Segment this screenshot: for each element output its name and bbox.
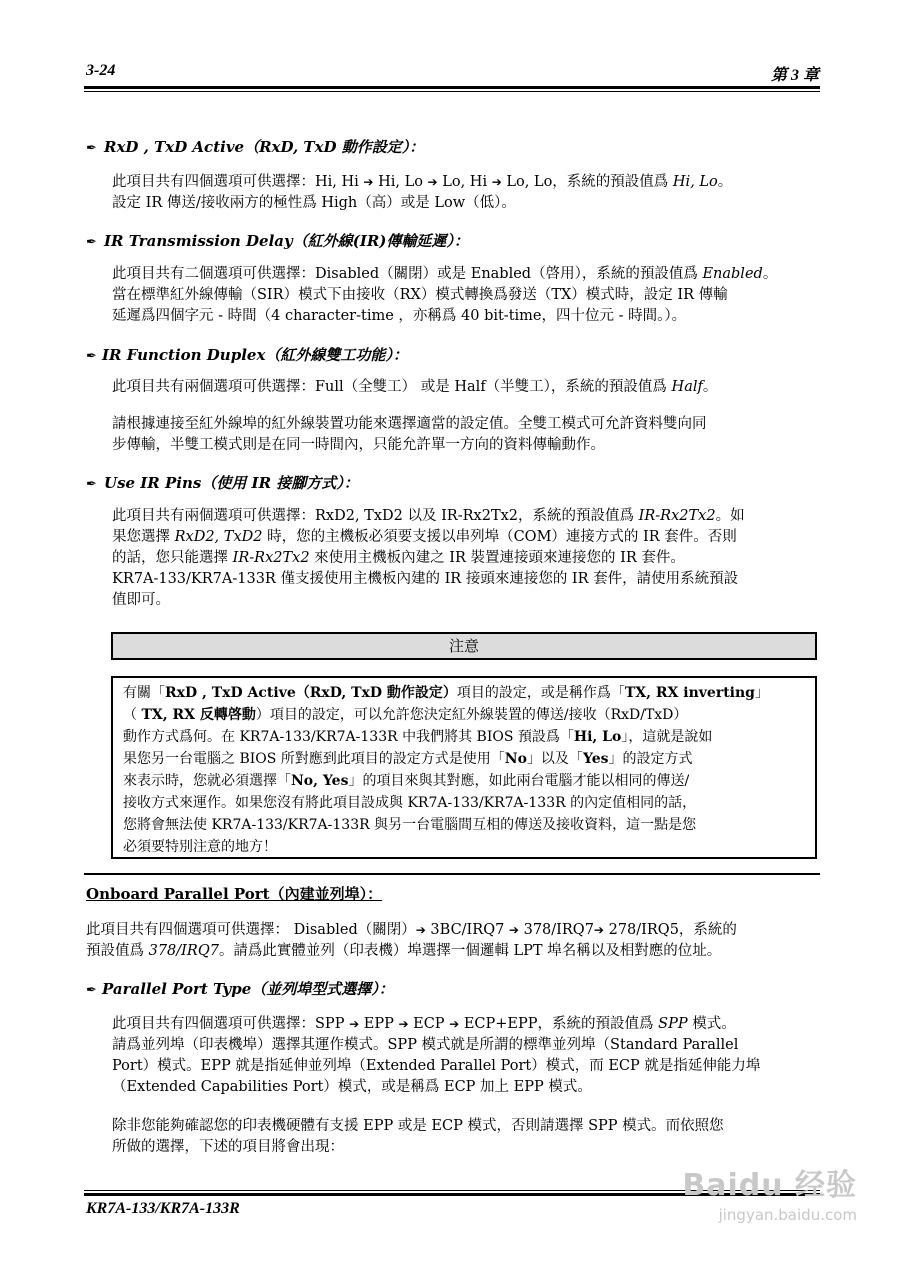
pen-bullet-icon: ✒ — [86, 983, 97, 998]
arrow-right-icon: ➔ — [427, 175, 438, 189]
watermark-brand: Baidu 经验 — [682, 1168, 857, 1203]
note-text: 有關「RxD , TxD Active（RxD, TxD 動作設定）項目的設定，或是稱作爲「TX, RX inverting」 （ TX, RX 反轉啓動）項目的設定，可以允許您決定紅外線裝置的傳送/接收（RxD/TxD） 動作方式爲何。在 KR7A-133/KR7A-133R 中我們將其 BIOS 預設爲「Hi, Lo」，這就是說如 果您另一台電腦之 BIOS 所對應到此項目的設定方式是使用「No」以及「Yes」的設定方式 來表示時，您就必須選擇「No, Yes」的項目來與其對應，如此兩台電腦才能以相同的傳送/ 接收方式來運作。如果您沒有將此項目設成與 KR7A-133/KR7A-133R 的內定值相同的話， 您將會無法使 KR7A-133/KR7A-133R 與另一台電腦間互相的傳送及接收資料，這一點是您 必須要特別注意的地方！ — [123, 685, 769, 855]
arrow-right-icon: ➔ — [398, 1017, 409, 1031]
note-heading: 注意 — [111, 632, 817, 660]
page-number: 3-24 — [86, 62, 116, 79]
onboard-parallel-text: 此項目共有四個選項可供選擇： Disabled（關閉）➔ 3BC/IRQ7 ➔ 378/IRQ7➔ 278/IRQ5，系統的 預設值爲 378/IRQ7。請爲此實體並列（印表機）埠選擇一個邏輯 LPT 埠名稱以及相對應的位址。 — [86, 922, 737, 959]
parallel-type-note: 除非您能夠確認您的印表機硬體有支援 EPP 或是 ECP 模式，否則請選擇 SPP 模式。而依照您 所做的選擇，下述的項目將會出現： — [112, 1118, 724, 1155]
watermark-url: jingyan.baidu.com — [718, 1206, 857, 1224]
arrow-right-icon: ➔ — [349, 1017, 360, 1031]
section-title-rxd-txd: ✒ RxD , TxD Active（RxD, TxD 動作設定）： — [86, 138, 425, 156]
section-title-ir-delay: ✒ IR Transmission Delay（紅外線(IR)傳輸延遲）： — [86, 232, 469, 250]
arrow-right-icon: ➔ — [363, 175, 374, 189]
ir-duplex-note: 請根據連接至紅外線埠的紅外線裝置功能來選擇適當的設定值。全雙工模式可允許資料雙向同 步傳輸，半雙工模式則是在同一時間內，只能允許單一方向的資料傳輸動作。 — [112, 416, 707, 453]
section-title-ir-duplex: ✒ IR Function Duplex（紅外線雙工功能）： — [86, 346, 408, 364]
header-rule-thin — [84, 91, 820, 92]
pen-bullet-icon: ✒ — [86, 235, 97, 250]
ir-duplex-text: 此項目共有兩個選項可供選擇：Full（全雙工） 或是 Half（半雙工），系統的預設值爲 Half。 — [112, 379, 718, 395]
arrow-right-icon: ➔ — [593, 923, 604, 937]
footer-model: KR7A-133/KR7A-133R — [86, 1200, 240, 1217]
ir-delay-text: 此項目共有二個選項可供選擇：Disabled（關閉）或是 Enabled（啓用），系統的預設值爲 Enabled。 當在標準紅外線傳輸（SIR）模式下由接收（RX）模式轉換爲發送（TX）模式時，設定 IR 傳輸 延遲爲四個字元 - 時間（4 character-time ，亦稱爲 40 bit-time，四十位元 - 時間。）。 — [112, 266, 778, 324]
rxd-txd-text: 此項目共有四個選項可供選擇：Hi, Hi ➔ Hi, Lo ➔ Lo, Hi ➔ Lo, Lo，系統的預設值爲 Hi, Lo。 設定 IR 傳送/接收兩方的極性爲 High（高）或是 Low（低）。 — [112, 174, 733, 211]
section-title-parallel-type: ✒ Parallel Port Type（並列埠型式選擇）： — [86, 980, 394, 998]
note-box — [111, 676, 817, 859]
arrow-right-icon: ➔ — [415, 923, 426, 937]
pen-bullet-icon: ✒ — [86, 141, 97, 156]
arrow-right-icon: ➔ — [508, 923, 519, 937]
section-rule — [84, 873, 820, 875]
ir-pins-text: 此項目共有兩個選項可供選擇：RxD2, TxD2 以及 IR-Rx2Tx2，系統的預設值爲 IR-Rx2Tx2。如 果您選擇 RxD2, TxD2 時，您的主機板必須要支援以串列埠（COM）連接方式的 IR 套件。否則 的話，您只能選擇 IR-Rx2Tx2 來使用主機板內建之 IR 裝置連接頭來連接您的 IR 套件。 KR7A-133/KR7A-133R 僅支援使用主機板內建的 IR 接頭來連接您的 IR 套件，請使用系統預設 值即可。 — [112, 508, 745, 608]
baidu-watermark — [682, 1160, 857, 1224]
arrow-right-icon: ➔ — [449, 1017, 460, 1031]
section-title-ir-pins: ✒ Use IR Pins（使用 IR 接腳方式）： — [86, 474, 359, 492]
pen-bullet-icon: ✒ — [86, 477, 97, 492]
parallel-type-text: 此項目共有四個選項可供選擇：SPP ➔ EPP ➔ ECP ➔ ECP+EPP，系統的預設值爲 SPP 模式。 請爲並列埠（印表機埠）選擇其運作模式。SPP 模式就是所謂的標準並列埠（Standard Parallel Port）模式。EPP 就是指延伸並列埠（Extended Parallel Port）模式，而 ECP 就是指延伸能力埠 （Extended Capabilities Port）模式，或是稱爲 ECP 加上 EPP 模式。 — [112, 1016, 761, 1095]
header-rule — [84, 86, 820, 89]
section-title-onboard-parallel: Onboard Parallel Port（內建並列埠）： — [86, 885, 383, 903]
chapter-label: 第 3 章 — [770, 67, 819, 84]
arrow-right-icon: ➔ — [491, 175, 502, 189]
pen-bullet-icon: ✒ — [86, 349, 97, 364]
